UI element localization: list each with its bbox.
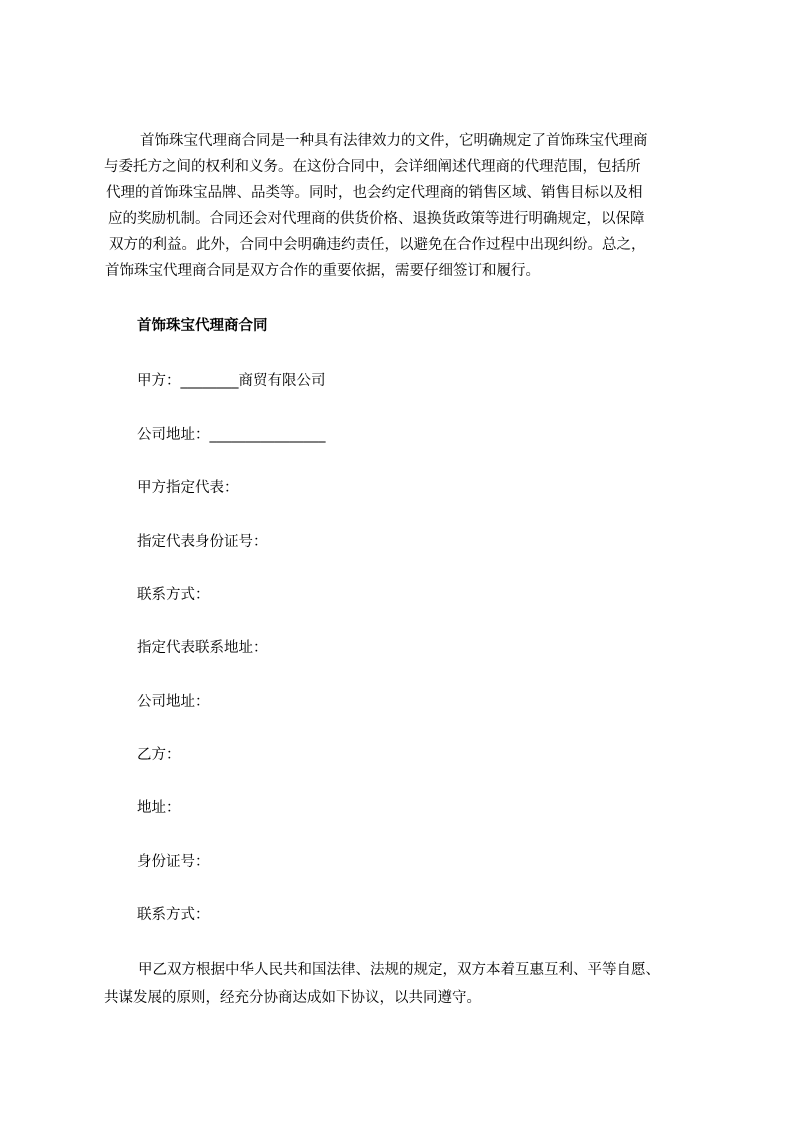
intro-line: 代理的首饰珠宝品牌、品类等。同时，也会约定代理商的销售区域、销售目标以及相 xyxy=(106,185,643,201)
party-b-contact-field: 联系方式： xyxy=(137,907,210,923)
party-b-address-field: 地址： xyxy=(137,800,181,816)
intro-paragraph xyxy=(104,128,704,284)
representative-address-field: 指定代表联系地址： xyxy=(137,640,268,656)
intro-line: 首饰珠宝代理商合同是一种具有法律效力的文件，它明确规定了首饰珠宝代理商 xyxy=(140,133,648,149)
party-a-representative-field: 甲方指定代表： xyxy=(137,480,239,496)
intro-line: 应的奖励机制。合同还会对代理商的供货价格、退换货政策等进行明确规定，以保障 xyxy=(108,211,645,227)
company-address-field: 公司地址： xyxy=(137,694,210,710)
party-b-field: 乙方： xyxy=(137,747,181,763)
party-a-company-address-field: 公司地址：________________ xyxy=(137,427,326,443)
contract-title: 首饰珠宝代理商合同 xyxy=(137,318,268,334)
closing-line: 甲乙双方根据中华人民共和国法律、法规的规定，双方本着互惠互利、平等自愿、 xyxy=(138,962,660,978)
party-a-contact-field: 联系方式： xyxy=(137,587,210,603)
representative-id-field: 指定代表身份证号： xyxy=(137,534,268,550)
closing-paragraph xyxy=(104,956,724,1012)
party-b-id-field: 身份证号： xyxy=(137,854,210,870)
intro-line: 与委托方之间的权利和义务。在这份合同中，会详细阐述代理商的代理范围，包括所 xyxy=(104,159,641,175)
party-a-field: 甲方：________商贸有限公司 xyxy=(137,373,326,389)
intro-line: 双方的利益。此外，合同中会明确违约责任，以避免在合作过程中出现纠纷。总之， xyxy=(109,237,646,253)
intro-line: 首饰珠宝代理商合同是双方合作的重要依据，需要仔细签订和履行。 xyxy=(105,263,540,279)
closing-line: 共谋发展的原则，经充分协商达成如下协议，以共同遵守。 xyxy=(104,990,481,1006)
